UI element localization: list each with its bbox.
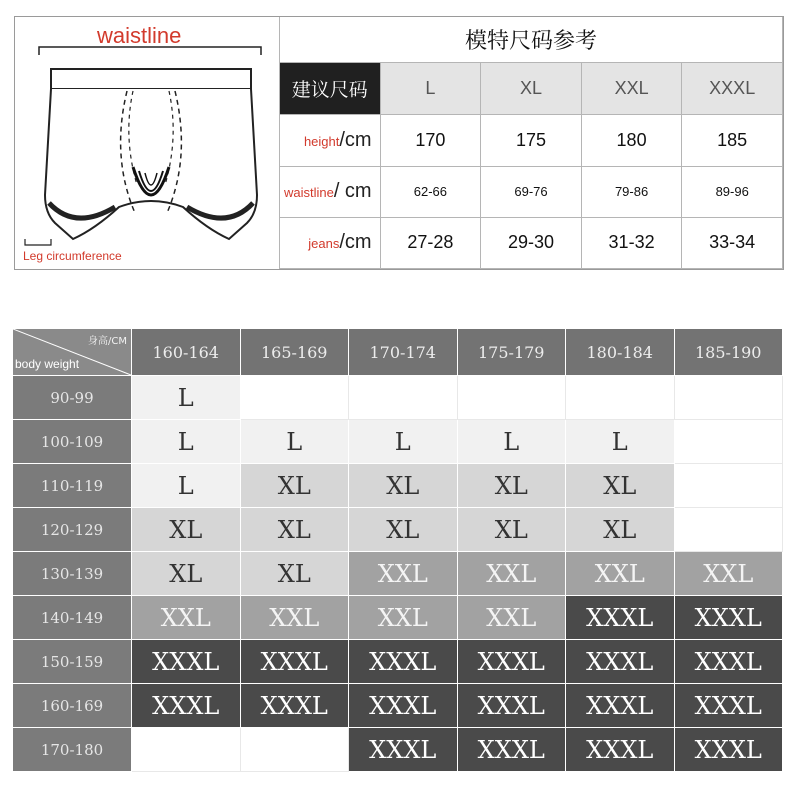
size-cell: L: [349, 420, 458, 464]
size-cell: L: [457, 420, 566, 464]
grid-corner: [13, 329, 132, 376]
weight-row: [13, 552, 783, 596]
empty-cell: [674, 508, 783, 552]
weight-range-label: 130-139: [13, 552, 132, 596]
table-cell: 79-86: [581, 166, 682, 217]
weight-range-label: 120-129: [13, 508, 132, 552]
weight-axis-label: body weight: [15, 357, 80, 371]
size-cell: XL: [349, 508, 458, 552]
height-range-header: 185-190: [674, 329, 783, 376]
size-cell: XL: [349, 464, 458, 508]
size-header-row: [280, 63, 783, 115]
weight-row: [13, 684, 783, 728]
size-cell: L: [240, 420, 349, 464]
leg-circumference-label: Leg circumference: [23, 249, 122, 263]
size-cell: XXXL: [349, 640, 458, 684]
weight-row: [13, 376, 783, 420]
size-cell: XXL: [674, 552, 783, 596]
weight-range-label: 90-99: [13, 376, 132, 420]
briefs-illustration: [15, 17, 280, 269]
row-name: waistline: [283, 185, 334, 201]
table-cell: 62-66: [380, 166, 481, 217]
size-cell: XXL: [457, 596, 566, 640]
height-range-header: 175-179: [457, 329, 566, 376]
size-cell: XXXL: [566, 728, 675, 772]
size-cell: XL: [240, 464, 349, 508]
empty-cell: [457, 376, 566, 420]
size-cell: XXXL: [457, 684, 566, 728]
table-cell: 180: [581, 115, 682, 166]
size-cell: XXXL: [674, 684, 783, 728]
size-cell: XXL: [349, 552, 458, 596]
empty-cell: [240, 728, 349, 772]
size-cell: XXXL: [566, 684, 675, 728]
row-unit: /cm: [339, 128, 372, 151]
row-label: [280, 217, 381, 268]
table-cell: 29-30: [481, 217, 582, 268]
size-cell: XL: [240, 552, 349, 596]
model-size-reference-panel: [14, 16, 784, 270]
size-cell: XL: [457, 508, 566, 552]
empty-cell: [566, 376, 675, 420]
size-header: XXXL: [682, 63, 783, 115]
size-cell: XXL: [132, 596, 241, 640]
size-recommendation-grid: [12, 328, 783, 772]
weight-range-label: 150-159: [13, 640, 132, 684]
size-cell: XXL: [349, 596, 458, 640]
size-cell: XL: [457, 464, 566, 508]
size-header: XL: [481, 63, 582, 115]
suggested-size-label: 建议尺码: [280, 63, 381, 115]
size-cell: XXXL: [349, 728, 458, 772]
size-cell: XXXL: [674, 596, 783, 640]
row-label: [280, 115, 381, 166]
size-cell: XXXL: [349, 684, 458, 728]
row-unit: / cm: [333, 180, 372, 203]
height-range-header: 160-164: [132, 329, 241, 376]
height-row: [280, 115, 783, 166]
size-cell: XXXL: [240, 640, 349, 684]
size-cell: XL: [240, 508, 349, 552]
row-unit: /cm: [339, 231, 372, 254]
size-cell: XXXL: [457, 640, 566, 684]
model-size-table: [279, 17, 783, 269]
size-cell: L: [566, 420, 675, 464]
height-range-header: 180-184: [566, 329, 675, 376]
footnote-text: [60, 786, 780, 800]
table-cell: 89-96: [682, 166, 783, 217]
size-cell: XXXL: [674, 640, 783, 684]
height-range-header: 165-169: [240, 329, 349, 376]
size-cell: XXL: [566, 552, 675, 596]
weight-range-label: 100-109: [13, 420, 132, 464]
briefs-drawing: [15, 17, 279, 269]
empty-cell: [674, 376, 783, 420]
weight-row: [13, 464, 783, 508]
empty-cell: [349, 376, 458, 420]
size-cell: XXXL: [457, 728, 566, 772]
size-cell: XXL: [457, 552, 566, 596]
size-cell: XL: [132, 508, 241, 552]
weight-row: [13, 640, 783, 684]
table-cell: 33-34: [682, 217, 783, 268]
size-header: L: [380, 63, 481, 115]
size-cell: XXXL: [132, 640, 241, 684]
empty-cell: [674, 464, 783, 508]
weight-row: [13, 596, 783, 640]
size-cell: XXXL: [566, 640, 675, 684]
jeans-row: [280, 217, 783, 268]
row-label: [280, 166, 381, 217]
height-range-header: 170-174: [349, 329, 458, 376]
size-header: XXL: [581, 63, 682, 115]
table-cell: 175: [481, 115, 582, 166]
table-cell: 185: [682, 115, 783, 166]
size-grid-table: [12, 328, 783, 772]
weight-range-label: 160-169: [13, 684, 132, 728]
table-cell: 170: [380, 115, 481, 166]
row-name: jeans: [308, 236, 340, 252]
table-cell: 69-76: [481, 166, 582, 217]
size-cell: XL: [132, 552, 241, 596]
empty-cell: [240, 376, 349, 420]
size-cell: XXXL: [674, 728, 783, 772]
size-table-title: 模特尺码参考: [280, 17, 783, 63]
size-cell: XL: [566, 464, 675, 508]
empty-cell: [132, 728, 241, 772]
weight-row: [13, 420, 783, 464]
weight-row: [13, 728, 783, 772]
size-cell: L: [132, 376, 241, 420]
table-cell: 31-32: [581, 217, 682, 268]
weight-range-label: 140-149: [13, 596, 132, 640]
size-cell: L: [132, 464, 241, 508]
height-header-row: [13, 329, 783, 376]
empty-cell: [674, 420, 783, 464]
waistline-row: [280, 166, 783, 217]
row-name: height: [303, 133, 340, 149]
size-cell: XXXL: [132, 684, 241, 728]
height-axis-label: 身高/CM: [88, 336, 127, 347]
size-grid-body: [13, 376, 783, 772]
weight-range-label: 110-119: [13, 464, 132, 508]
size-cell: XXXL: [566, 596, 675, 640]
size-cell: XXXL: [240, 684, 349, 728]
waistline-label: waistline: [97, 23, 182, 48]
table-cell: 27-28: [380, 217, 481, 268]
size-cell: L: [132, 420, 241, 464]
size-cell: XL: [566, 508, 675, 552]
weight-row: [13, 508, 783, 552]
weight-range-label: 170-180: [13, 728, 132, 772]
size-cell: XXL: [240, 596, 349, 640]
